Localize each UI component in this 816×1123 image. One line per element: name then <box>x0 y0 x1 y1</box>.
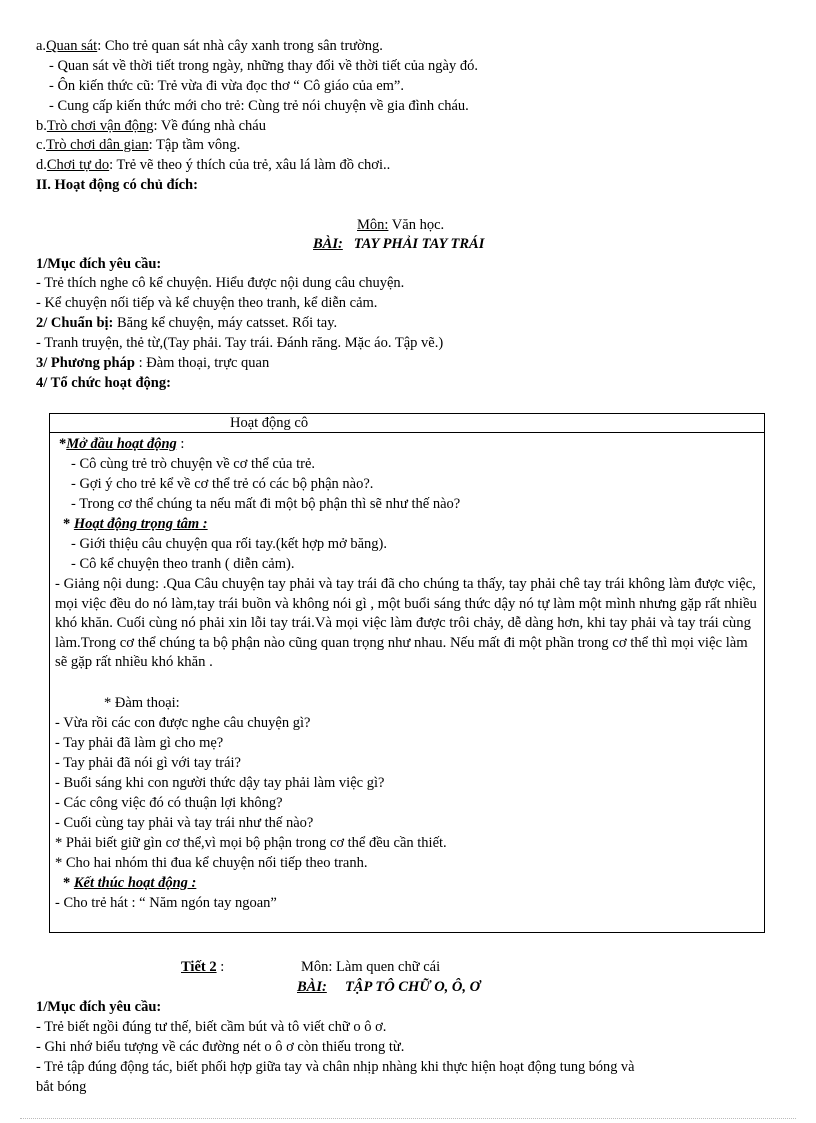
page-bottom-divider <box>20 1118 796 1119</box>
lesson2-title-value: TẬP TÔ CHỮ O, Ô, Ơ <box>344 979 481 995</box>
lesson1-heading-2-label: 2/ Chuẩn bị: <box>36 315 114 331</box>
lesson1-heading-1: 1/Mục đích yêu cầu: <box>36 256 162 272</box>
box-trong-tam-label <box>74 516 208 532</box>
lesson2-p3: - Trẻ tập đúng động tác, biết phối hợp giữa tay và chân nhịp nhàng khi thực hiện hoạt động tung bóng và <box>36 1059 635 1075</box>
item-c-text: : Tập tầm vông. <box>148 137 241 153</box>
lesson2-heading-1: 1/Mục đích yêu cầu: <box>36 999 162 1015</box>
box-line-2: - Gợi ý cho trẻ kể về cơ thể trẻ có các bộ phận nào?. <box>71 476 374 492</box>
box-question-5: - Các công việc đó có thuận lợi không? <box>55 795 283 811</box>
lesson1-heading-2-text: Băng kể chuyện, máy catsset. Rối tay. <box>113 315 338 331</box>
box-summary-2: * Cho hai nhóm thi đua kể chuyện nối tiếp theo tranh. <box>55 855 368 871</box>
lesson1-title-value: TAY PHẢI TAY TRÁI <box>353 236 485 252</box>
lesson2-period <box>181 958 224 977</box>
lesson1-heading-3-label: 3/ Phương pháp <box>36 355 135 371</box>
lesson1-title <box>313 235 484 254</box>
box-mo-dau-label: Mở đầu hoạt động <box>66 436 177 452</box>
box-mo-dau: *Mở đầu hoạt động : <box>59 436 185 452</box>
lesson1-heading-2 <box>36 314 337 333</box>
box-story-paragraph: - Giảng nội dung: .Qua Câu chuyện tay phải và tay trái đã cho chúng ta thấy, tay phải chê tay trái không làm được việc, mọi việc đều do nó làm,tay trái buồn và không nói gì , một buổi sáng thức dậy nó tự làm một mình nhưng gặp rất nhiều khó khăn. Cuối cùng nó phải xin lỗi tay trái.Và mọi việc làm được trôi chảy, dễ dàng hơn, khi tay phải và tay trái cùng làm.Trong cơ thể chúng ta bộ phận nào cũng quan trọng như nhau. Nếu mất đi một phần trong cơ thể thì mọi việc làm sẽ gặp rất nhiều khó khăn . <box>55 576 757 671</box>
box-summary-1: * Phải biết giữ gìn cơ thể,vì mọi bộ phận trong cơ thể đều cần thiết. <box>55 835 447 851</box>
lesson1-p3: - Tranh truyện, thẻ từ,(Tay phải. Tay trái. Đánh răng. Mặc áo. Tập vẽ.) <box>36 335 444 351</box>
lesson2-subject <box>301 958 440 977</box>
box-line-4: - Giới thiệu câu chuyện qua rối tay.(kết hợp mở băng). <box>71 536 387 552</box>
lesson2-title <box>297 978 480 997</box>
box-ket-thuc: * Kết thúc hoạt động : <box>63 875 197 891</box>
table-header: Hoạt động cô <box>230 415 309 431</box>
item-c: c.Trò chơi dân gian: Tập tầm vông. <box>36 137 241 153</box>
box-question-2: - Tay phải đã làm gì cho mẹ? <box>55 735 224 751</box>
lesson2-period-label: Tiết 2 <box>181 959 217 975</box>
box-line-1: - Cô cùng trẻ trò chuyện về cơ thể của trẻ. <box>71 456 316 472</box>
box-question-1: - Vừa rồi các con được nghe câu chuyện gì? <box>55 715 311 731</box>
box-dam-thoai: * Đàm thoại: <box>104 695 180 711</box>
item-d-label: Chơi tự do <box>46 157 110 173</box>
lesson2-subject-label: Môn: <box>301 959 333 975</box>
item-d: d.Chơi tự do: Trẻ vẽ theo ý thích của trẻ, xâu lá làm đồ chơi.. <box>36 157 391 173</box>
lesson1-heading-4: 4/ Tổ chức hoạt động: <box>36 375 171 391</box>
item-a-text: : Cho trẻ quan sát nhà cây xanh trong sân trường. <box>97 38 383 54</box>
lesson1-subject <box>357 216 444 235</box>
lesson1-p1: - Trẻ thích nghe cô kể chuyện. Hiểu được nội dung câu chuyện. <box>36 275 405 291</box>
lesson2-period-colon: : <box>216 959 225 975</box>
item-a: a.Quan sát: Cho trẻ quan sát nhà cây xanh trong sân trường. <box>36 38 383 54</box>
lesson1-heading-3-text: : Đàm thoại, trực quan <box>134 355 270 371</box>
lesson1-heading-3 <box>36 354 269 373</box>
lesson2-subject-value: Làm quen chữ cái <box>332 959 441 975</box>
section-2-heading: II. Hoạt động có chủ đích: <box>36 177 198 193</box>
lesson2-p1: - Trẻ biết ngồi đúng tư thế, biết cầm bút và tô viết chữ o ô ơ. <box>36 1019 387 1035</box>
lesson2-title-label: BÀI: <box>297 979 327 995</box>
lesson2-p2: - Ghi nhớ biểu tượng về các đường nét o ô ơ còn thiếu trong từ. <box>36 1039 405 1055</box>
box-trong-tam-text: Hoạt động trọng tâm : <box>73 516 208 532</box>
lesson1-title-label: BÀI: <box>313 236 343 252</box>
box-line-3: - Trong cơ thể chúng ta nếu mất đi một bộ phận thì sẽ như thế nào? <box>71 496 461 512</box>
lesson1-subject-label: Môn: <box>357 217 389 233</box>
box-question-3: - Tay phải đã nói gì với tay trái? <box>55 755 241 771</box>
box-trong-tam: * Hoạt động trọng tâm : <box>63 516 208 532</box>
lesson2-p4: bắt bóng <box>36 1079 87 1095</box>
item-a-label: Quan sát <box>46 38 98 54</box>
lesson1-p2: - Kể chuyện nối tiếp và kể chuyện theo tranh, kể diễn cảm. <box>36 295 378 311</box>
item-c-label: Trò chơi dân gian <box>46 137 149 153</box>
table-header-divider <box>50 432 764 433</box>
item-b-text: : Về đúng nhà cháu <box>153 118 266 134</box>
item-a-line-2: - Ôn kiến thức cũ: Trẻ vừa đi vừa đọc thơ “ Cô giáo của em”. <box>49 78 404 94</box>
box-line-6: - Cho trẻ hát : “ Năm ngón tay ngoan” <box>55 895 277 911</box>
box-question-4: - Buổi sáng khi con người thức dậy tay phải làm việc gì? <box>55 775 385 791</box>
item-b: b.Trò chơi vận động: Về đúng nhà cháu <box>36 118 266 134</box>
item-a-line-3: - Cung cấp kiến thức mới cho trẻ: Cùng trẻ nói chuyện về gia đình cháu. <box>49 98 469 114</box>
item-d-text: : Trẻ vẽ theo ý thích của trẻ, xâu lá làm đồ chơi.. <box>109 157 391 173</box>
box-line-5: - Cô kể chuyện theo tranh ( diễn cảm). <box>71 556 295 572</box>
box-question-6: - Cuối cùng tay phải và tay trái như thế nào? <box>55 815 314 831</box>
box-ket-thuc-label: Kết thúc hoạt động : <box>73 875 197 891</box>
item-b-label: Trò chơi vận động <box>46 118 154 134</box>
item-a-line-1: - Quan sát về thời tiết trong ngày, những thay đổi về thời tiết của ngày đó. <box>49 58 478 74</box>
lesson1-subject-value: Văn học. <box>388 217 445 233</box>
